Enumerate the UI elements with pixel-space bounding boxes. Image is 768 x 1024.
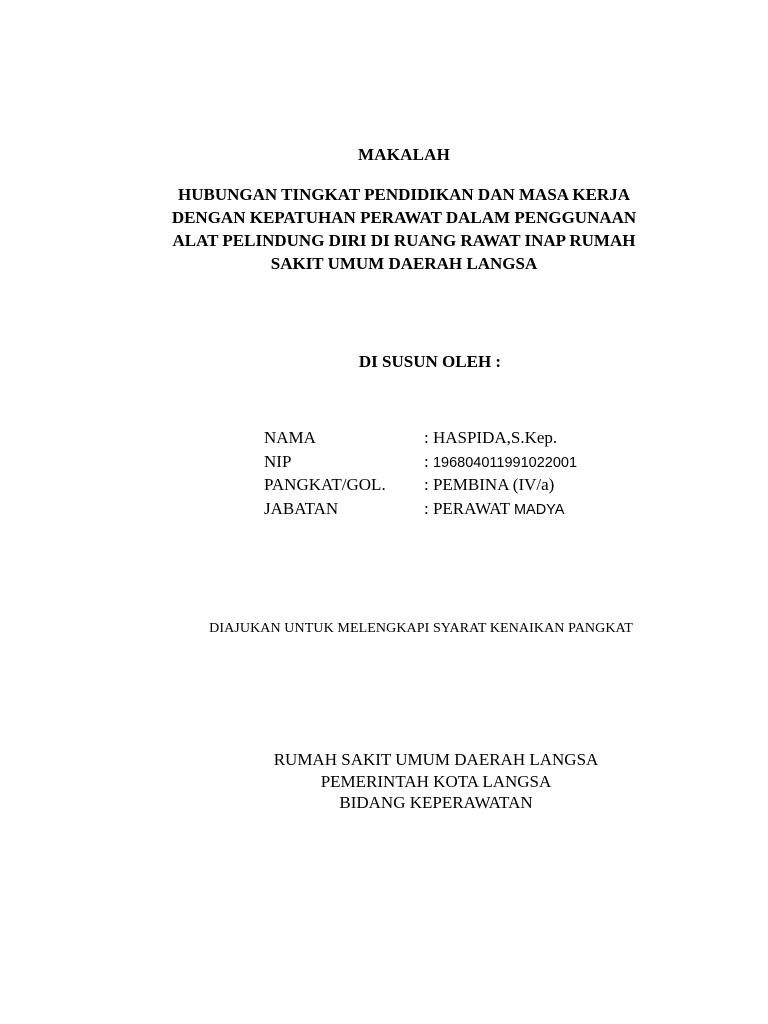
info-label: PANGKAT/GOL. bbox=[264, 475, 386, 494]
info-value bbox=[424, 474, 554, 498]
institution-block bbox=[0, 749, 768, 814]
author-info-block bbox=[264, 427, 577, 521]
info-label: NIP bbox=[264, 451, 292, 471]
document-type-heading: MAKALAH bbox=[357, 145, 451, 164]
info-value-text: MADYA bbox=[513, 501, 565, 518]
document-title bbox=[140, 183, 668, 275]
author-info-row-position bbox=[264, 498, 577, 522]
institution-line: RUMAH SAKIT UMUM DAERAH LANGSA bbox=[273, 750, 599, 769]
info-value-text: 196804011991022001 bbox=[432, 454, 578, 471]
title-line: HUBUNGAN TINGKAT PENDIDIKAN DAN MASA KERJA bbox=[178, 185, 630, 204]
institution-line: BIDANG KEPERAWATAN bbox=[339, 793, 533, 812]
title-line: DENGAN KEPATUHAN PERAWAT DALAM PENGGUNAAN bbox=[171, 208, 637, 227]
title-line: SAKIT UMUM DAERAH LANGSA bbox=[270, 254, 538, 273]
info-label: JABATAN bbox=[264, 498, 339, 518]
info-value bbox=[424, 427, 557, 451]
info-value-text: : PEMBINA (IV/a) bbox=[424, 475, 555, 494]
submission-purpose: DIAJUKAN UNTUK MELENGKAPI SYARAT KENAIKAN PANGKAT bbox=[209, 621, 633, 636]
author-info-row-nip bbox=[264, 451, 577, 475]
info-value-text: : HASPIDA,S.Kep. bbox=[424, 428, 558, 447]
author-heading: DI SUSUN OLEH : bbox=[358, 352, 502, 371]
info-value-text: : PERAWAT bbox=[424, 498, 514, 518]
institution-line: PEMERINTAH KOTA LANGSA bbox=[320, 771, 552, 791]
author-info-row-name bbox=[264, 427, 577, 451]
info-value bbox=[424, 451, 577, 475]
title-line: ALAT PELINDUNG DIRI DI RUANG RAWAT INAP RUMAH bbox=[172, 231, 636, 250]
info-value bbox=[424, 498, 564, 522]
info-value-text: : bbox=[424, 451, 433, 471]
info-label: NAMA bbox=[264, 428, 316, 447]
author-info-row-rank bbox=[264, 474, 577, 498]
